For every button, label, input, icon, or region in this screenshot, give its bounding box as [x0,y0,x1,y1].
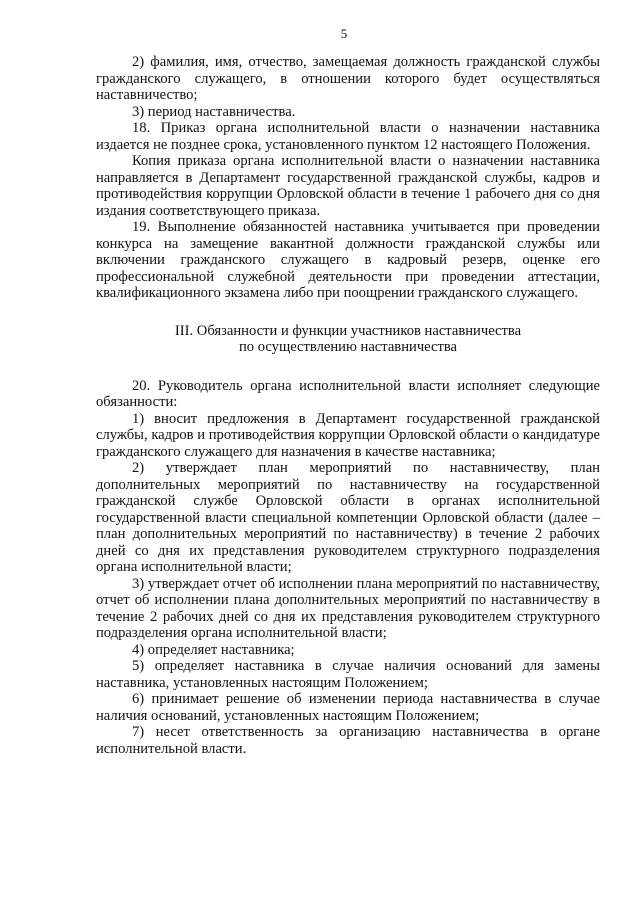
paragraph-clause-18: 18. Приказ органа исполнительной власти о назначении наставника издается не позднее срока, установленного пунктом 12 настоящего Положения. [96,120,600,153]
paragraph-duty-7: 7) несет ответственность за организацию наставничества в органе исполнительной власти. [96,724,600,757]
page-number: 5 [340,26,348,41]
paragraph-duty-4: 4) определяет наставника; [132,641,295,658]
paragraph-order-copy: Копия приказа органа исполнительной власти о назначении наставника направляется в Департамент государственной гражданской службы, кадров и противодействия коррупции Орловской области в течение 1 рабочего дня со дня издания соответствующего приказа. [96,153,600,219]
section-title-line-1: III. Обязанности и функции участников наставничества [174,322,522,339]
paragraph-duty-6: 6) принимает решение об изменении периода наставничества в случае наличия оснований, установленных настоящим Положением; [96,691,600,724]
paragraph-duty-2: 2) утверждает план мероприятий по наставничеству, план дополнительных мероприятий по наставничеству на государственной гражданской службе Орловской области в органах исполнительной государственной власти специальной компетенции Орловской области (далее – план дополнительных мероприятий по наставничеству) в течение 2 рабочих дней со дня их представления руководителем структурного подразделения органа исполнительной власти; [96,460,600,575]
paragraph-clause-19: 19. Выполнение обязанностей наставника учитывается при проведении конкурса на замещение вакантной должности гражданской службы или включении гражданского служащего в кадровый резерв, оценке его профессиональной служебной деятельности при проведении аттестации, квалификационного экзамена либо при поощрении гражданского служащего. [96,219,600,301]
paragraph-duty-5: 5) определяет наставника в случае наличия оснований для замены наставника, установленных настоящим Положением; [96,658,600,691]
document-body [96,54,600,757]
paragraph-duty-3: 3) утверждает отчет об исполнении плана мероприятий по наставничеству, отчет об исполнении плана дополнительных мероприятий по наставничеству в течение 2 рабочих дней со дня их представления руководителем структурного подразделения органа исполнительной власти; [96,575,600,641]
paragraph-item-2: 2) фамилия, имя, отчество, замещаемая должность гражданской службы гражданского служащего, в отношении которого будет осуществляться наставничество; [96,54,600,103]
paragraph-clause-20: 20. Руководитель органа исполнительной власти исполняет следующие обязанности: [96,377,600,410]
paragraph-item-3: 3) период наставничества. [132,103,296,120]
paragraph-duty-1: 1) вносит предложения в Департамент государственной гражданской службы, кадров и противодействия коррупции Орловской области о кандидатуре гражданского служащего для назначения в качестве наставника; [96,410,600,460]
section-title-line-2: по осуществлению наставничества [238,339,458,355]
